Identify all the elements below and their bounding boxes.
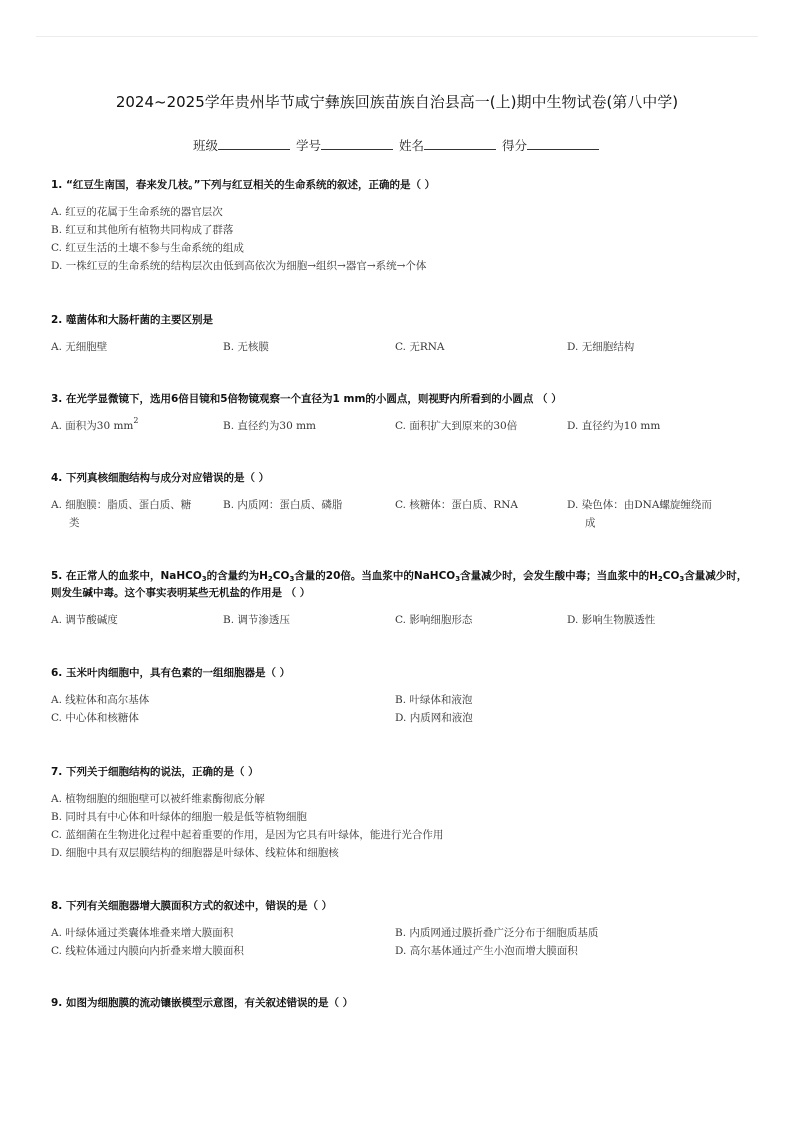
- question-stem: 1. “红豆生南国，春来发几枝。”下列与红豆相关的生命系统的叙述，正确的是（ ）: [51, 179, 436, 191]
- option-c[interactable]: C. 中心体和核糖体: [51, 712, 139, 724]
- option-c[interactable]: C. 影响细胞形态: [395, 614, 473, 626]
- superscript: 2: [133, 416, 139, 425]
- options: [51, 496, 751, 532]
- question-3: [51, 391, 751, 435]
- option-a-text: A. 面积为30 mm: [51, 420, 134, 432]
- options: [51, 691, 751, 727]
- option-b[interactable]: B. 内质网通过膜折叠广泛分布于细胞质基质: [395, 927, 599, 939]
- option-c[interactable]: C. 红豆生活的土壤不参与生命系统的组成: [51, 242, 244, 254]
- option-b[interactable]: B. 内质网：蛋白质、磷脂: [223, 499, 343, 511]
- stem-part: 含量的20倍。当血浆中的NaHCO: [294, 570, 456, 582]
- options: [51, 924, 751, 960]
- option-c[interactable]: C. 核糖体：蛋白质、RNA: [395, 499, 519, 511]
- options: [51, 203, 751, 275]
- option-a[interactable]: A. 叶绿体通过类囊体堆叠来增大膜面积: [51, 927, 234, 939]
- subscript: 2: [267, 575, 273, 583]
- name-blank[interactable]: [424, 137, 496, 150]
- option-d[interactable]: [567, 496, 739, 532]
- options: [51, 417, 751, 435]
- option-d[interactable]: D. 影响生物膜透性: [567, 614, 656, 626]
- option-b[interactable]: B. 无核膜: [223, 341, 269, 353]
- question-stem: 2. 噬菌体和大肠杆菌的主要区别是: [51, 314, 213, 326]
- score-field[interactable]: [502, 136, 601, 154]
- option-b[interactable]: B. 同时具有中心体和叶绿体的细胞一般是低等植物细胞: [51, 811, 307, 823]
- score-label: 得分: [501, 138, 527, 153]
- option-a[interactable]: A. 无细胞壁: [51, 341, 108, 353]
- option-d[interactable]: D. 内质网和液泡: [395, 712, 473, 724]
- stem-part: 含量减少时，会发生酸中毒；当血浆中的H: [460, 570, 658, 582]
- stem-part: 含量减少时，则发生碱中毒。这个事实表明某些无机盐的作用是 （ ）: [51, 570, 748, 599]
- top-divider: [36, 36, 758, 37]
- class-label: 班级: [192, 138, 218, 153]
- option-a[interactable]: A. 红豆的花属于生命系统的器官层次: [51, 206, 223, 218]
- stem-part: 5. 在正常人的血浆中，NaHCO: [51, 570, 202, 582]
- question-7: [51, 764, 751, 862]
- question-stem: 9. 如图为细胞膜的流动镶嵌模型示意图，有关叙述错误的是（ ）: [51, 997, 354, 1009]
- option-a-line-2: 类: [69, 517, 80, 529]
- option-b[interactable]: B. 直径约为30 mm: [223, 420, 317, 432]
- option-c[interactable]: C. 线粒体通过内膜向内折叠来增大膜面积: [51, 945, 244, 957]
- page-title: 2024~2025学年贵州毕节咸宁彝族回族苗族自治县高一(上)期中生物试卷(第八中学): [115, 93, 679, 111]
- class-field[interactable]: [193, 136, 292, 154]
- options: [51, 338, 751, 356]
- option-d[interactable]: D. 细胞中具有双层膜结构的细胞器是叶绿体、线粒体和细胞核: [51, 847, 339, 859]
- question-9: [51, 995, 751, 1012]
- option-d[interactable]: D. 一株红豆的生命系统的结构层次由低到高依次为细胞→组织→器官→系统→个体: [51, 260, 427, 272]
- question-4: [51, 470, 751, 532]
- options: [51, 611, 751, 629]
- name-field[interactable]: [399, 136, 498, 154]
- option-a[interactable]: [51, 496, 223, 532]
- option-a[interactable]: A. 调节酸碱度: [51, 614, 118, 626]
- question-stem: [51, 568, 751, 602]
- option-c[interactable]: C. 面积扩大到原来的30倍: [395, 420, 518, 432]
- option-d[interactable]: D. 直径约为10 mm: [567, 420, 661, 432]
- subscript: 3: [201, 575, 207, 583]
- student-id-field[interactable]: [296, 136, 395, 154]
- options: [51, 790, 751, 862]
- question-stem: 8. 下列有关细胞器增大膜面积方式的叙述中，错误的是（ ）: [51, 900, 333, 912]
- option-b[interactable]: B. 叶绿体和液泡: [395, 694, 473, 706]
- option-a-line-1: A. 细胞膜：脂质、蛋白质、糖: [51, 499, 192, 511]
- option-d-line-1: D. 染色体：由DNA螺旋缠绕而: [567, 499, 712, 511]
- option-a[interactable]: [51, 417, 223, 435]
- student-id-blank[interactable]: [321, 137, 393, 150]
- option-b[interactable]: B. 调节渗透压: [223, 614, 290, 626]
- option-d[interactable]: D. 高尔基体通过产生小泡而增大膜面积: [395, 945, 578, 957]
- question-2: [51, 312, 751, 356]
- question-stem: 6. 玉米叶肉细胞中，具有色素的一组细胞器是（ ）: [51, 667, 291, 679]
- option-c[interactable]: C. 蓝细菌在生物进化过程中起着重要的作用，是因为它具有叶绿体，能进行光合作用: [51, 829, 444, 841]
- option-d[interactable]: D. 无细胞结构: [567, 341, 635, 353]
- option-d-line-2: 成: [585, 517, 596, 529]
- score-blank[interactable]: [527, 137, 599, 150]
- stem-part: CO: [272, 570, 290, 582]
- subscript: 2: [657, 575, 663, 583]
- student-id-label: 学号: [295, 138, 321, 153]
- stem-part: 的含量约为H: [206, 570, 268, 582]
- question-stem: 3. 在光学显微镜下，选用6倍目镜和5倍物镜观察一个直径为1 mm的小圆点，则视野内所看到的小圆点 （ ）: [51, 393, 562, 405]
- question-5: [51, 568, 751, 629]
- student-info-row: [0, 136, 794, 154]
- option-c[interactable]: C. 无RNA: [395, 341, 445, 353]
- option-b[interactable]: B. 红豆和其他所有植物共同构成了群落: [51, 224, 234, 236]
- subscript: 3: [289, 575, 295, 583]
- subscript: 3: [455, 575, 461, 583]
- stem-part: CO: [662, 570, 680, 582]
- subscript: 3: [679, 575, 685, 583]
- question-8: [51, 898, 751, 960]
- question-6: [51, 665, 751, 727]
- question-stem: 4. 下列真核细胞结构与成分对应错误的是（ ）: [51, 472, 270, 484]
- option-a[interactable]: A. 线粒体和高尔基体: [51, 694, 150, 706]
- name-label: 姓名: [398, 138, 424, 153]
- question-stem: 7. 下列关于细胞结构的说法，正确的是（ ）: [51, 766, 259, 778]
- option-a[interactable]: A. 植物细胞的细胞壁可以被纤维素酶彻底分解: [51, 793, 265, 805]
- question-1: [51, 177, 751, 275]
- class-blank[interactable]: [218, 137, 290, 150]
